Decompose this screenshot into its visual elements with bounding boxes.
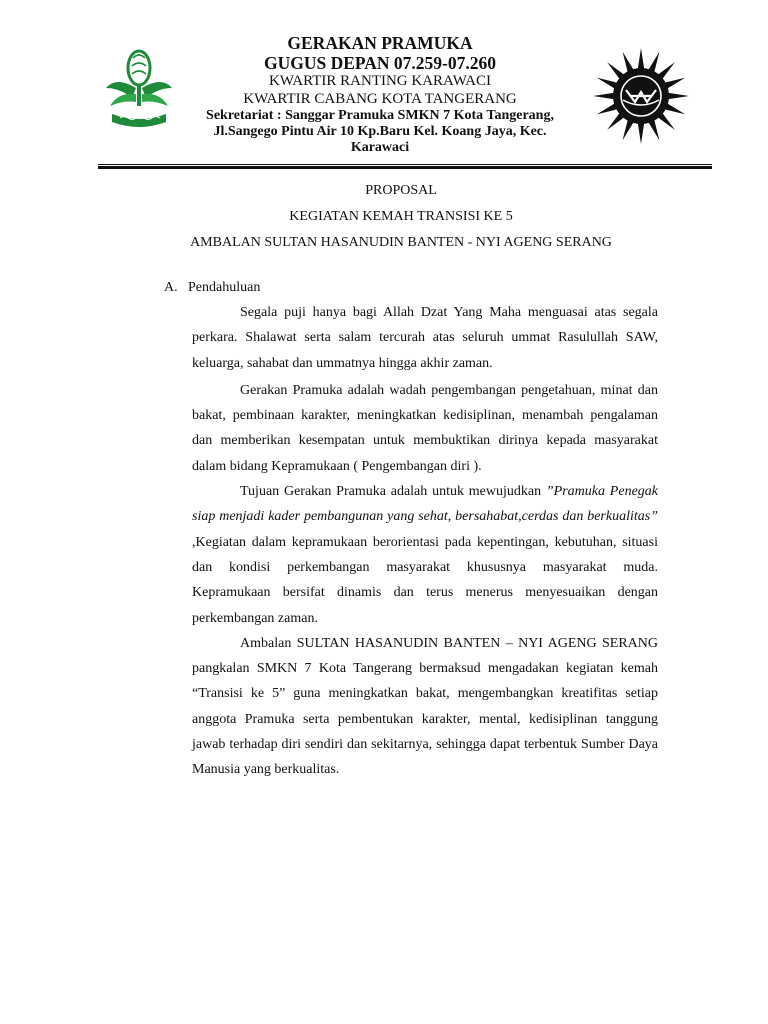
sun-emblem-logo [590,46,692,146]
paragraph [192,479,658,631]
title-ambalan: AMBALAN SULTAN HASANUDIN BANTEN - NYI AGENG SERANG [190,235,612,250]
address-line-1: Sekretariat : Sanggar Pramuka SMKN 7 Kota Tangerang, [206,107,554,123]
section-number: A. [164,280,178,295]
letterhead [96,28,714,168]
sun-ray [665,78,686,89]
kwartir-cabang: KWARTIR CABANG KOTA TANGERANG [243,90,517,107]
sun-ray [593,93,614,99]
address-line-2: Jl.Sangego Pintu Air 10 Kp.Baru Kel. Koang Jaya, Kec. [213,123,547,139]
letterhead-divider-thin [98,164,712,165]
sun-ray [638,48,644,69]
sun-ray [638,123,644,144]
sun-ray [648,120,659,141]
paragraph: Ambalan SULTAN HASANUDIN BANTEN – NYI AGENG SERANG pangkalan SMKN 7 Kota Tangerang bermaksud mengadakan kegiatan kemah “Transisi ke 5” guna meningkatkan bakat, mengembangkan kreatifitas setiap anggota Pramuka serta pembentukan karakter, mental, kedisiplinan tanggung jawab terhadap diri sendiri dan sekitarnya, sehingga dapat terbentuk Sumber Daya Manusia yang berkualitas. [192,635,658,778]
paragraph-quote: ”Pramuka Penegak siap menjadi kader pembangunan yang sehat, bersahabat,cerdas dan berkualitas” [192,484,658,525]
paragraph: Segala puji hanya bagi Allah Dzat Yang Maha menguasai atas segala perkara. Shalawat serta salam tercurah atas seluruh ummat Rasulullah SAW, keluarga, sahabat dan ummatnya hingga akhir zaman. [192,305,658,371]
sun-ray [597,103,618,114]
title-proposal: PROPOSAL [365,183,437,198]
sun-ray [623,52,634,73]
gugus-depan: GUGUS DEPAN 07.259-07.260 [263,53,497,74]
letterhead-text [96,33,664,156]
paragraph-text: ,Kegiatan dalam kepramukaan berorientasi pada kepentingan, kebutuhan, situasi dan kondisi perkembangan masyarakat khususnya masyarakat muda. Kepramukaan bersifat dinamis dan terus menerus menyesuaikan dengan perkembangan zaman. [192,534,658,626]
section-heading [164,280,260,296]
sun-ray [668,93,689,99]
org-name: GERAKAN PRAMUKA [287,33,473,53]
sun-ray [665,103,686,114]
sun-ray [623,120,634,141]
address-line-3: Karawaci [350,139,410,155]
paragraph-text: Tujuan Gerakan Pramuka adalah untuk mewujudkan [240,484,546,500]
sun-ray [648,52,659,73]
section-title: Pendahuluan [188,280,261,295]
section-body [192,300,658,783]
sun-ray [597,78,618,89]
paragraph: Gerakan Pramuka adalah wadah pengembangan pengetahuan, minat dan bakat, pembinaan karakter, meningkatkan kedisiplinan, menambah pengalaman dan memberikan kesempatan untuk membuktikan dirinya kepada masyarakat dalam bidang Kepramukaan ( Pengembangan diri ). [192,382,658,474]
letterhead-divider-thick [98,166,712,169]
kwartir-ranting: KWARTIR RANTING KARAWACI [268,73,492,90]
title-kegiatan: KEGIATAN KEMAH TRANSISI KE 5 [289,209,513,224]
document-titles [120,178,682,256]
